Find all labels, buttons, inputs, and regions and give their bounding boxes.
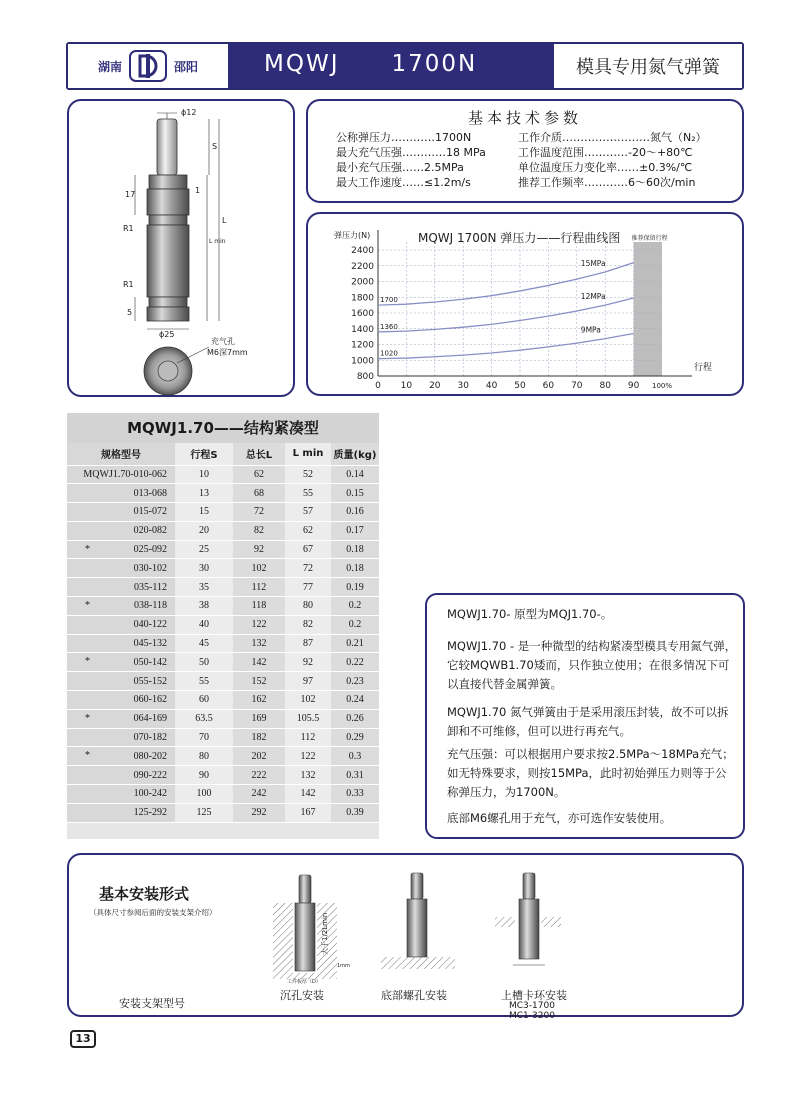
y-tick-label: 1200 [351,340,374,351]
cell-mass: 0.18 [331,540,379,559]
cell-length: 82 [233,521,285,540]
cell-length: 118 [233,597,285,616]
note-text: MQWJ1.70- 原型为MQJ1.70-。 [447,607,613,621]
dim-s: S [212,142,218,151]
cell-stroke: 30 [175,559,233,578]
cell-stroke: 38 [175,597,233,616]
cell-model [67,503,175,522]
cell-mass: 0.24 [331,691,379,710]
param-row: 工作介质……………………氮气（N₂） [518,131,707,144]
cell-length: 68 [233,484,285,503]
model-code: 045-132 [133,638,167,650]
category-title: 模具专用氮气弹簧 [554,44,742,88]
dim-l: L [222,216,227,225]
series-line [378,333,634,358]
cell-stroke: 35 [175,578,233,597]
fig1-dim-a: 大于1/2Lmin [321,912,329,955]
cell-stroke: 13 [175,484,233,503]
cell-model [67,803,175,822]
cell-stroke: 40 [175,615,233,634]
fig1-dim-c: 工件板厚（D） [287,979,321,985]
dim-r1b: R1 [123,280,134,289]
cell-lmin: 102 [285,691,331,710]
dimension-drawing-panel [67,99,295,397]
param-row: 推荐工作频率…………6～60次/min [518,176,696,189]
cell-model [67,634,175,653]
model-name: MQWJ [264,51,340,77]
dim-d12: ϕ12 [181,108,197,117]
table-row [67,766,379,785]
x-tick-label: 0 [375,381,381,391]
table-row [67,672,379,691]
cell-length: 112 [233,578,285,597]
recommended-marker: * [85,656,90,668]
cell-mass: 0.2 [331,615,379,634]
install-subtitle: （具体尺寸参阅后面的安装支架介绍） [89,908,217,917]
spring-drawing [69,101,297,399]
cell-model [67,578,175,597]
model-code: 020-082 [133,525,167,537]
cell-model [67,540,175,559]
cell-model [67,691,175,710]
fig1-dim-b: 1mm [337,963,350,969]
cell-mass: 0.31 [331,766,379,785]
note-text: 底部M6螺孔用于充气，亦可选作安装使用。 [447,811,672,825]
cell-mass: 0.18 [331,559,379,578]
cell-lmin: 105.5 [285,709,331,728]
param-row: 最大工作速度……≤1.2m/s [336,176,471,189]
series-start-label: 1020 [380,349,398,358]
brand-right-text: 邵阳 [174,59,199,74]
cell-stroke: 80 [175,747,233,766]
cell-model [67,747,175,766]
cell-mass: 0.29 [331,728,379,747]
x-axis-label: 行程 [694,363,713,373]
cell-length: 169 [233,709,285,728]
install-panel [67,853,744,1021]
x-tick-label: 90 [627,381,640,391]
note-text: 充气压强：可以根据用户要求按2.5MPa～18MPa充气；如无特殊要求，则按15MPa，此时初始弹压力则等于公称弹压力，为1700N。 [447,747,734,799]
cell-length: 152 [233,672,285,691]
y-tick-label: 2200 [351,261,374,272]
model-code: 055-152 [133,675,167,687]
col-lmin: L min [285,443,331,465]
cell-length: 242 [233,785,285,804]
series-name-label: 9MPa [580,325,601,335]
cell-length: 72 [233,503,285,522]
series-start-label: 1700 [380,296,398,305]
col-mass: 质量(kg) [331,443,379,465]
cell-model [67,653,175,672]
chart-title: MQWJ 1700N 弹压力——行程曲线图 [418,231,621,245]
table-row [67,503,379,522]
cell-mass: 0.2 [331,597,379,616]
page-header [66,42,744,90]
y-tick-label: 1000 [351,356,374,367]
cell-model [67,559,175,578]
cell-stroke: 60 [175,691,233,710]
cell-model [67,766,175,785]
recommended-marker: * [85,600,90,612]
cell-length: 292 [233,803,285,822]
spec-table-panel [67,413,379,839]
cell-lmin: 132 [285,766,331,785]
page-number: 13 [70,1030,96,1048]
cell-lmin: 67 [285,540,331,559]
x-tick-label: 30 [457,381,469,391]
cell-model [67,521,175,540]
cell-length: 162 [233,691,285,710]
cell-length: 122 [233,615,285,634]
cell-mass: 0.19 [331,578,379,597]
table-row [67,691,379,710]
x-tick-label: 40 [485,381,498,391]
bracket-model-label: 安装支架型号 [119,997,185,1010]
cell-lmin: 112 [285,728,331,747]
install-title: 基本安装形式 [99,885,190,903]
y-tick-label: 1400 [351,324,374,335]
reserved-stroke-label: 推荐保留行程 [631,235,668,242]
y-tick-label: 1600 [351,309,374,319]
table-row [67,747,379,766]
cell-model [67,465,175,484]
fig3-label: 上槽卡环安装 [501,989,567,1002]
cell-model [67,484,175,503]
cell-mass: 0.22 [331,653,379,672]
params-title: 基本技术参数 [467,109,582,127]
dim-17: 17 [125,190,136,199]
cell-model [67,709,175,728]
model-code: 040-122 [133,619,167,631]
cell-lmin: 142 [285,785,331,804]
cell-length: 102 [233,559,285,578]
model-code: 015-072 [133,506,167,518]
cell-length: 132 [233,634,285,653]
dim-1: 1 [195,186,201,195]
cell-lmin: 92 [285,653,331,672]
cell-model [67,597,175,616]
y-tick-label: 2000 [351,277,374,288]
x-tick-label: 50 [514,381,526,391]
cell-stroke: 70 [175,728,233,747]
cell-lmin: 122 [285,747,331,766]
table-row [67,559,379,578]
model-code: 080-202 [133,750,167,762]
model-code: 090-222 [133,769,167,781]
x-tick-label: 70 [571,381,583,391]
model-code: 038-118 [134,600,167,612]
company-logo-icon [128,48,168,84]
label-m6: M6深7mm [207,348,248,357]
table-row [67,728,379,747]
cell-lmin: 87 [285,634,331,653]
cell-mass: 0.39 [331,803,379,822]
cell-stroke: 20 [175,521,233,540]
label-charge-port: 充气孔 [211,337,235,346]
table-row [67,653,379,672]
cell-model [67,672,175,691]
table-row [67,521,379,540]
model-code: 060-162 [133,694,167,706]
cell-model [67,785,175,804]
fig3-model-b: MC1-3200 [509,1011,555,1021]
y-tick-label: 2400 [351,246,374,256]
recommended-marker: * [85,750,90,762]
param-row: 工作温度范围…………-20～+80℃ [518,146,693,159]
cell-length: 62 [233,465,285,484]
model-code: 064-169 [133,713,167,725]
dim-lmin: L min [209,238,226,245]
cell-lmin: 97 [285,672,331,691]
cell-stroke: 55 [175,672,233,691]
table-row [67,597,379,616]
model-heading [264,51,529,77]
cell-length: 202 [233,747,285,766]
note-text: MQWJ1.70 - 是一种微型的结构紧凑型模具专用氮气弹，它较MQWB1.70矮而，只作独立使用；在很多情况下可以直接代替金属弹簧。 [447,639,737,691]
x-unit-label: 100% [651,382,673,390]
cell-mass: 0.33 [331,785,379,804]
x-tick-label: 10 [400,381,413,391]
reserved-stroke-region [634,242,662,376]
model-code: MQWJ1.70-010-062 [83,468,167,480]
dim-d25: ϕ25 [159,330,175,339]
cell-length: 92 [233,540,285,559]
basic-params-panel [306,99,744,203]
cell-mass: 0.23 [331,672,379,691]
series-name-label: 15MPa [580,259,606,269]
col-stroke: 行程S [175,443,233,465]
col-model: 规格型号 [67,443,175,465]
table-row [67,540,379,559]
install-figures [259,865,589,985]
force-stroke-chart [308,214,742,394]
cell-mass: 0.3 [331,747,379,766]
recommended-marker: * [85,712,90,724]
cell-lmin: 167 [285,803,331,822]
x-tick-label: 20 [429,381,441,391]
cell-stroke: 125 [175,803,233,822]
model-code: 125-292 [133,807,167,819]
fig2-label: 底部螺孔安装 [381,989,447,1002]
notes-panel [425,593,745,839]
series-start-label: 1360 [380,322,398,331]
force-stroke-chart-panel [306,212,744,396]
cell-lmin: 55 [285,484,331,503]
table-row [67,709,379,728]
cell-stroke: 100 [175,785,233,804]
spec-table [67,443,379,823]
note-text: MQWJ1.70 氮气弹簧由于是采用滚压封装，故不可以拆卸和不可维修，但可以进行再充气。 [447,705,729,738]
table-row [67,615,379,634]
cell-lmin: 57 [285,503,331,522]
param-row: 公称弹压力…………1700N [336,131,472,144]
table-row [67,785,379,804]
model-code: 025-092 [133,544,167,556]
cell-lmin: 77 [285,578,331,597]
cell-length: 182 [233,728,285,747]
cell-lmin: 82 [285,615,331,634]
param-row: 最大充气压强…………18 MPa [336,146,486,159]
cell-mass: 0.15 [331,484,379,503]
x-tick-label: 80 [599,381,611,391]
table-row [67,484,379,503]
cell-lmin: 80 [285,597,331,616]
series-name-label: 12MPa [580,292,606,302]
y-axis-label: 弹压力(N) [334,231,371,240]
fig3-model-a: MC3-1700 [509,1001,555,1011]
dim-5: 5 [127,308,133,317]
cell-lmin: 62 [285,521,331,540]
cell-mass: 0.14 [331,465,379,484]
cell-stroke: 45 [175,634,233,653]
col-length: 总长L [233,443,285,465]
brand-block [68,44,228,88]
table-row [67,803,379,822]
param-row: 最小充气压强……2.5MPa [336,161,464,174]
model-code: 070-182 [133,732,167,744]
table-row [67,634,379,653]
cell-lmin: 72 [285,559,331,578]
cell-model [67,728,175,747]
cell-lmin: 52 [285,465,331,484]
cell-mass: 0.16 [331,503,379,522]
cell-stroke: 50 [175,653,233,672]
brand-left-text: 湖南 [97,59,122,74]
cell-stroke: 63.5 [175,709,233,728]
cell-length: 222 [233,766,285,785]
cell-mass: 0.26 [331,709,379,728]
model-force: 1700N [391,51,478,77]
cell-model [67,615,175,634]
spec-table-header [67,443,379,465]
table-row [67,578,379,597]
y-tick-label: 800 [356,372,374,382]
recommended-marker: * [85,543,90,555]
cell-length: 142 [233,653,285,672]
cell-mass: 0.21 [331,634,379,653]
model-code: 100-242 [133,788,167,800]
cell-stroke: 10 [175,465,233,484]
model-code: 050-142 [133,656,167,668]
model-code: 030-102 [133,562,167,574]
model-code: 035-112 [134,581,167,593]
cell-mass: 0.17 [331,521,379,540]
fig1-label: 沉孔安装 [280,989,324,1002]
table-row [67,465,379,484]
cell-stroke: 25 [175,540,233,559]
spec-table-title: MQWJ1.70——结构紧凑型 [67,413,379,443]
y-tick-label: 1800 [351,293,374,304]
param-row: 单位温度压力变化率……±0.3%/℃ [518,161,693,174]
x-tick-label: 60 [542,381,555,391]
cell-stroke: 90 [175,766,233,785]
model-code: 013-068 [133,487,167,499]
cell-stroke: 15 [175,503,233,522]
dim-r1a: R1 [123,224,134,233]
